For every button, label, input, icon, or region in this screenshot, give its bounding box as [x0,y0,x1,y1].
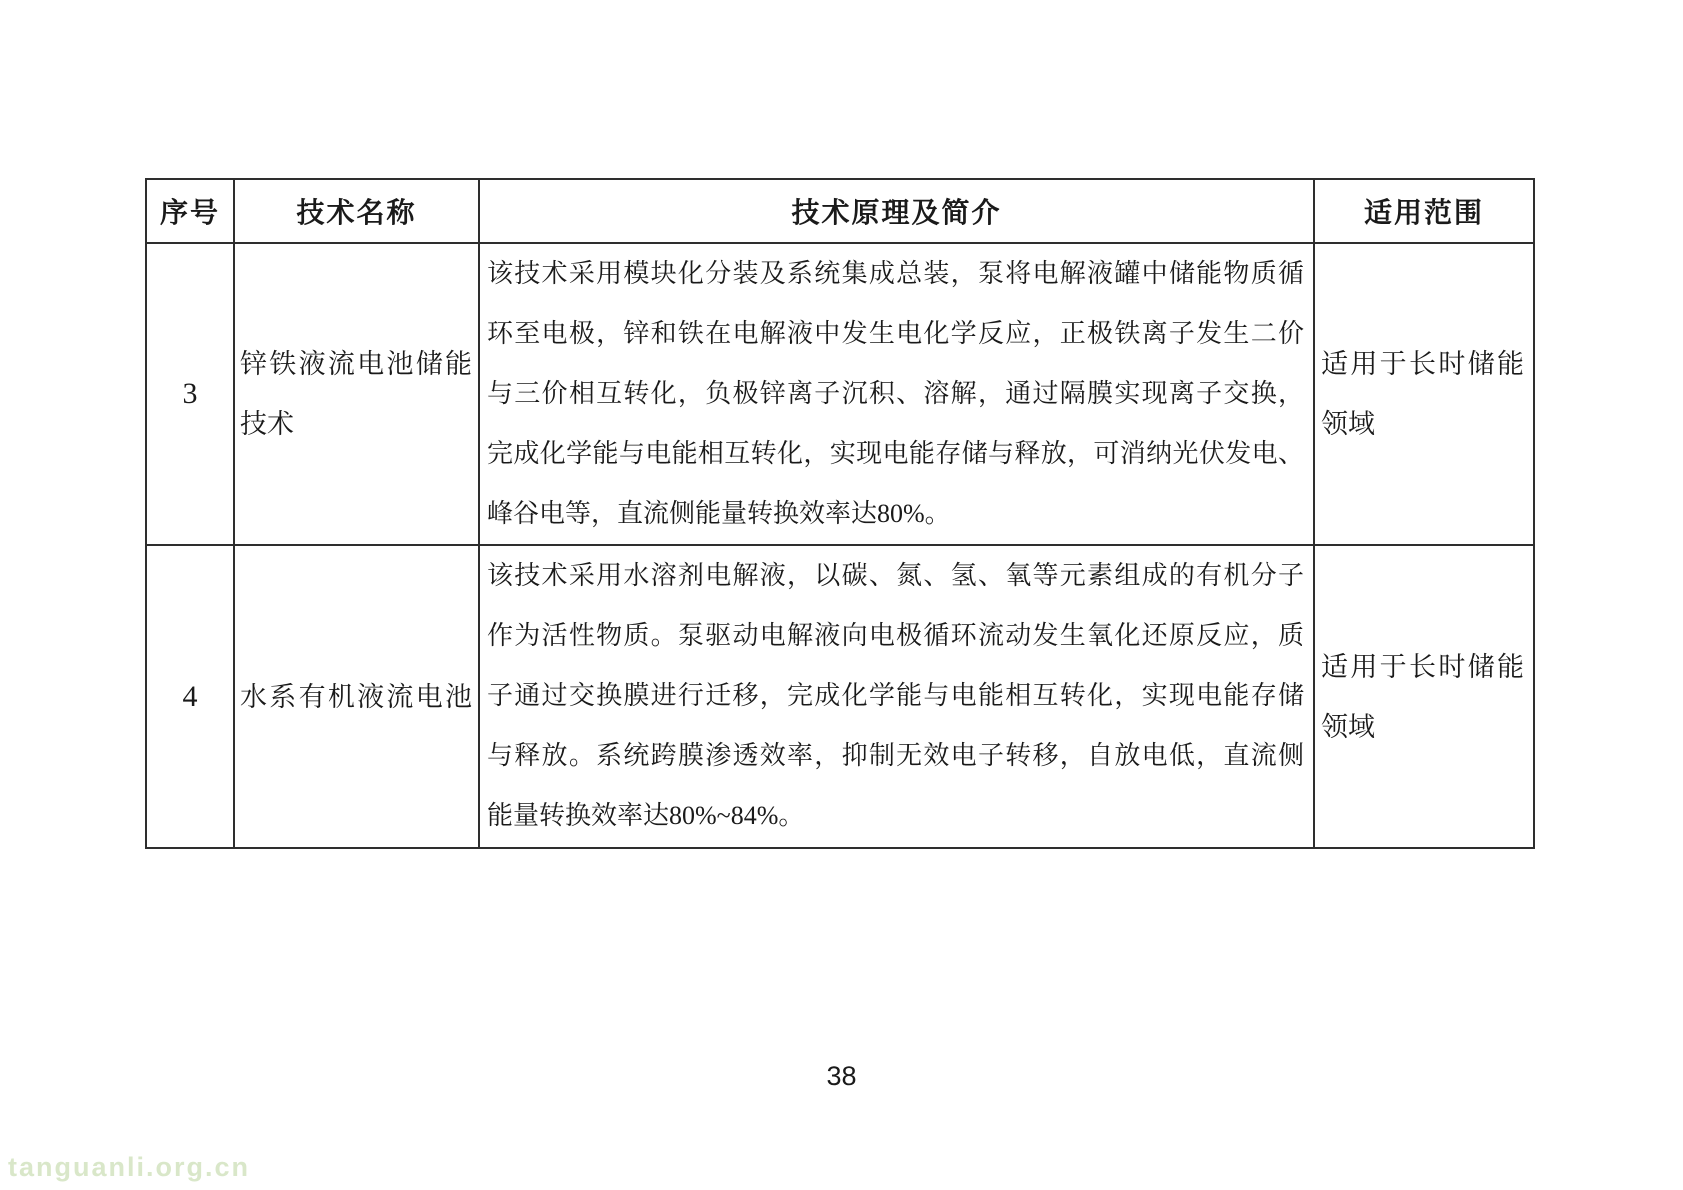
header-principle-intro: 技术原理及简介 [479,179,1314,243]
cell-scope [1314,545,1534,848]
scope-line: 适用于长时储能 [1321,651,1524,682]
watermark-text: tanguanli.org.cn [8,1152,251,1182]
cell-technology-name [234,243,479,545]
principle-line: 与三价相互转化，负极锌离子沉积、溶解，通过隔膜实现离子交换， [487,379,1304,408]
table-row [146,243,1534,545]
header-scope: 适用范围 [1314,179,1534,243]
table-row [146,545,1534,848]
name-line: 水系有机液流电池 [240,681,472,712]
principle-line: 该技术采用模块化分装及系统集成总装，泵将电解液罐中储能物质循 [487,259,1304,288]
principle-line: 完成化学能与电能相互转化，实现电能存储与释放，可消纳光伏发电、 [487,439,1304,468]
principle-line: 能量转换效率达80%~84%。 [487,801,805,830]
principle-line: 该技术采用水溶剂电解液，以碳、氮、氢、氧等元素组成的有机分子 [487,561,1304,590]
principle-line: 作为活性物质。泵驱动电解液向电极循环流动发生氧化还原反应，质 [487,621,1304,650]
header-technology-name: 技术名称 [234,179,479,243]
name-line: 锌铁液流电池储能 [240,349,472,379]
cell-seq-number: 3 [146,243,234,545]
scope-line: 领域 [1321,711,1375,742]
cell-technology-name [234,545,479,848]
name-line: 技术 [240,409,294,439]
scope-line: 领域 [1321,409,1375,439]
scope-line: 适用于长时储能 [1321,349,1524,379]
table-header-row [146,179,1534,243]
cell-principle-intro [479,243,1314,545]
cell-principle-intro [479,545,1314,848]
principle-line: 与释放。系统跨膜渗透效率，抑制无效电子转移，自放电低，直流侧 [487,741,1304,770]
technology-table [145,178,1535,849]
principle-line: 环至电极，锌和铁在电解液中发生电化学反应，正极铁离子发生二价 [487,319,1304,348]
principle-line: 峰谷电等，直流侧能量转换效率达80%。 [487,499,951,528]
page-number: 38 [826,1061,857,1091]
principle-line: 子通过交换膜进行迁移，完成化学能与电能相互转化，实现电能存储 [487,681,1304,710]
cell-scope [1314,243,1534,545]
cell-seq-number: 4 [146,545,234,848]
header-seq-number: 序号 [146,179,234,243]
